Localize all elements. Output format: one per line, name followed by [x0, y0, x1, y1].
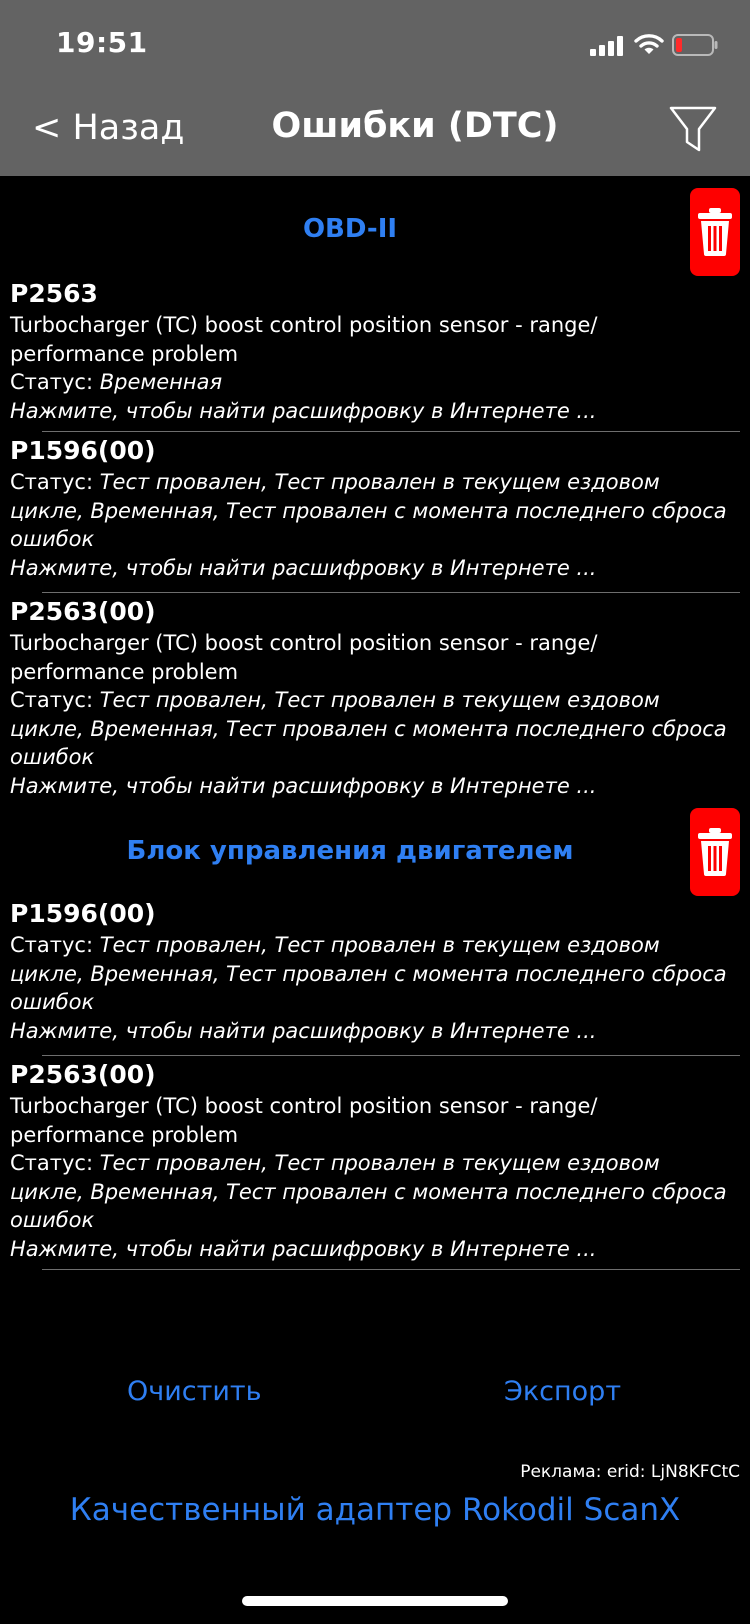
status-label: Статус:	[10, 370, 94, 394]
battery-icon	[672, 34, 718, 56]
delete-obd2-button[interactable]	[690, 188, 740, 276]
dtc-entry[interactable]	[10, 279, 735, 425]
status-value: Тест провален, Тест провален в текущем ездовом цикле, Временная, Тест провален с момента последнего сброса ошибок	[10, 470, 727, 551]
dtc-entry[interactable]	[10, 1060, 735, 1263]
dtc-code: P1596(00)	[10, 899, 156, 928]
divider	[42, 1055, 740, 1056]
search-hint-link[interactable]: Нажмите, чтобы найти расшифровку в Интернете ...	[10, 1236, 597, 1261]
dtc-status	[10, 368, 735, 397]
signal-icon	[590, 36, 624, 56]
page-title: Ошибки (DTC)	[271, 106, 559, 146]
delete-ecu-button[interactable]	[690, 808, 740, 896]
status-value: Временная	[99, 370, 223, 394]
dtc-description: Turbocharger (TC) boost control position sensor - range/ performance problem	[10, 631, 598, 684]
dtc-status	[10, 686, 735, 772]
dtc-status	[10, 1149, 735, 1235]
home-indicator[interactable]	[242, 1596, 508, 1606]
dtc-status	[10, 931, 735, 1017]
section-title-ecu: Блок управления двигателем	[126, 836, 574, 866]
dtc-entry[interactable]	[10, 597, 735, 800]
dtc-description: Turbocharger (TC) boost control position sensor - range/ performance problem	[10, 1094, 598, 1147]
status-label: Статус:	[10, 1151, 94, 1175]
ad-link[interactable]: Качественный адаптер Rokodil ScanX	[69, 1492, 681, 1528]
search-hint-link[interactable]: Нажмите, чтобы найти расшифровку в Интернете ...	[10, 555, 597, 580]
search-hint-link[interactable]: Нажмите, чтобы найти расшифровку в Интернете ...	[10, 1018, 597, 1043]
ad-label: Реклама: erid: LjN8KFCtC	[520, 1462, 740, 1482]
filter-icon[interactable]	[668, 104, 718, 156]
status-value: Тест провален, Тест провален в текущем ездовом цикле, Временная, Тест провален с момента последнего сброса ошибок	[10, 933, 727, 1014]
status-label: Статус:	[10, 470, 94, 494]
dtc-code: P2563	[10, 279, 98, 308]
divider	[42, 431, 740, 432]
status-label: Статус:	[10, 688, 94, 712]
status-label: Статус:	[10, 933, 94, 957]
dtc-entry[interactable]	[10, 899, 735, 1045]
dtc-description: Turbocharger (TC) boost control position sensor - range/ performance problem	[10, 313, 598, 366]
section-title-obd2: OBD-II	[302, 214, 398, 244]
trash-icon	[696, 826, 734, 878]
dtc-entry[interactable]	[10, 436, 735, 582]
wifi-icon	[634, 32, 664, 56]
export-button[interactable]: Экспорт	[504, 1376, 622, 1407]
search-hint-link[interactable]: Нажмите, чтобы найти расшифровку в Интернете ...	[10, 398, 597, 423]
status-value: Тест провален, Тест провален в текущем ездовом цикле, Временная, Тест провален с момента последнего сброса ошибок	[10, 1151, 727, 1232]
dtc-status	[10, 468, 735, 554]
back-button[interactable]: < Назад	[32, 108, 185, 148]
clear-button[interactable]: Очистить	[127, 1376, 262, 1407]
divider	[42, 592, 740, 593]
trash-icon	[696, 206, 734, 258]
status-time: 19:51	[56, 26, 148, 59]
navigation-bar	[0, 0, 750, 176]
dtc-code: P2563(00)	[10, 1060, 156, 1089]
dtc-code: P1596(00)	[10, 436, 156, 465]
status-value: Тест провален, Тест провален в текущем ездовом цикле, Временная, Тест провален с момента последнего сброса ошибок	[10, 688, 727, 769]
dtc-code: P2563(00)	[10, 597, 156, 626]
search-hint-link[interactable]: Нажмите, чтобы найти расшифровку в Интернете ...	[10, 773, 597, 798]
divider	[42, 1269, 740, 1270]
